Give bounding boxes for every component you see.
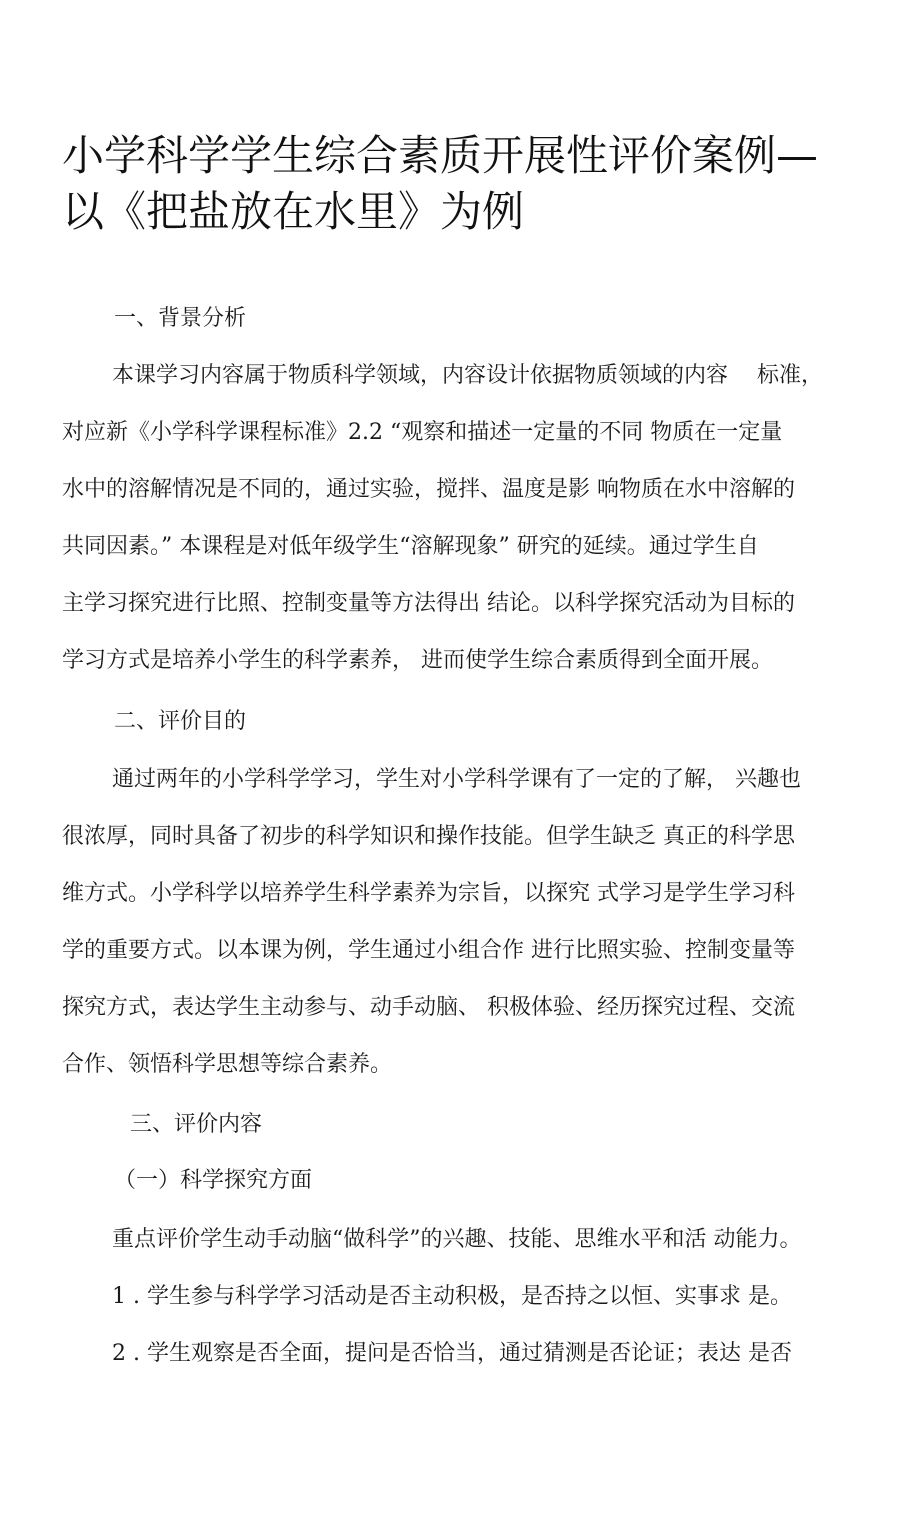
paragraph-purpose — [62, 751, 867, 1093]
paragraph-line: 通过两年的小学科学学习，学生对小学科学课有了一定的了解， 兴趣也 — [112, 767, 801, 792]
title-line-2: 以《把盐放在水里》为例 — [62, 187, 525, 236]
title-line-1: 小学科学学生综合素质开展性评价案例— — [62, 131, 819, 180]
section-heading-background: 一、背景分析 — [114, 306, 247, 331]
section-heading-content: 三、评价内容 — [130, 1112, 263, 1137]
subheading-science-inquiry: （一）科学探究方面 — [114, 1168, 313, 1193]
paragraph-content — [62, 1211, 867, 1382]
paragraph-line: 水中的溶解情况是不同的，通过实验，搅拌、温度是影 响物质在水中溶解的 — [62, 477, 795, 502]
numbered-item-2: 2 . 学生观察是否全面，提问是否恰当，通过猜测是否论证；表达 是否 — [112, 1341, 792, 1366]
paragraph-line: 探究方式，表达学生主动参与、动手动脑、 积极体验、经历探究过程、交流 — [62, 995, 795, 1020]
numbered-item-1: 1 . 学生参与科学学习活动是否主动积极，是否持之以恒、实事求 是。 — [112, 1284, 792, 1309]
paragraph-line: 重点评价学生动手动脑“做科学”的兴趣、技能、思维水平和活 动能力。 — [112, 1227, 802, 1252]
paragraph-line: 学的重要方式。以本课为例，学生通过小组合作 进行比照实验、控制变量等 — [62, 938, 795, 963]
paragraph-line: 共同因素。” 本课程是对低年级学生“溶解现象” 研究的延续。通过学生自 — [62, 534, 759, 559]
section-heading-purpose: 二、评价目的 — [114, 709, 247, 734]
paragraph-line: 对应新《小学科学课程标准》2.2 “观察和描述一定量的不同 物质在一定量 — [62, 420, 783, 445]
document-title — [62, 128, 882, 240]
paragraph-line: 很浓厚，同时具备了初步的科学知识和操作技能。但学生缺乏 真正的科学思 — [62, 824, 795, 849]
paragraph-line: 学习方式是培养小学生的科学素养， 进而使学生综合素质得到全面开展。 — [62, 648, 773, 673]
paragraph-line: 维方式。小学科学以培养学生科学素养为宗旨，以探究 式学习是学生学习科 — [62, 881, 795, 906]
paragraph-line: 合作、领悟科学思想等综合素养。 — [62, 1052, 393, 1077]
paragraph-line: 主学习探究进行比照、控制变量等方法得出 结论。以科学探究活动为目标的 — [62, 591, 795, 616]
paragraph-line: 本课学习内容属于物质科学领域，内容设计依据物质领域的内容 标准， — [112, 363, 823, 388]
paragraph-background — [62, 347, 867, 689]
